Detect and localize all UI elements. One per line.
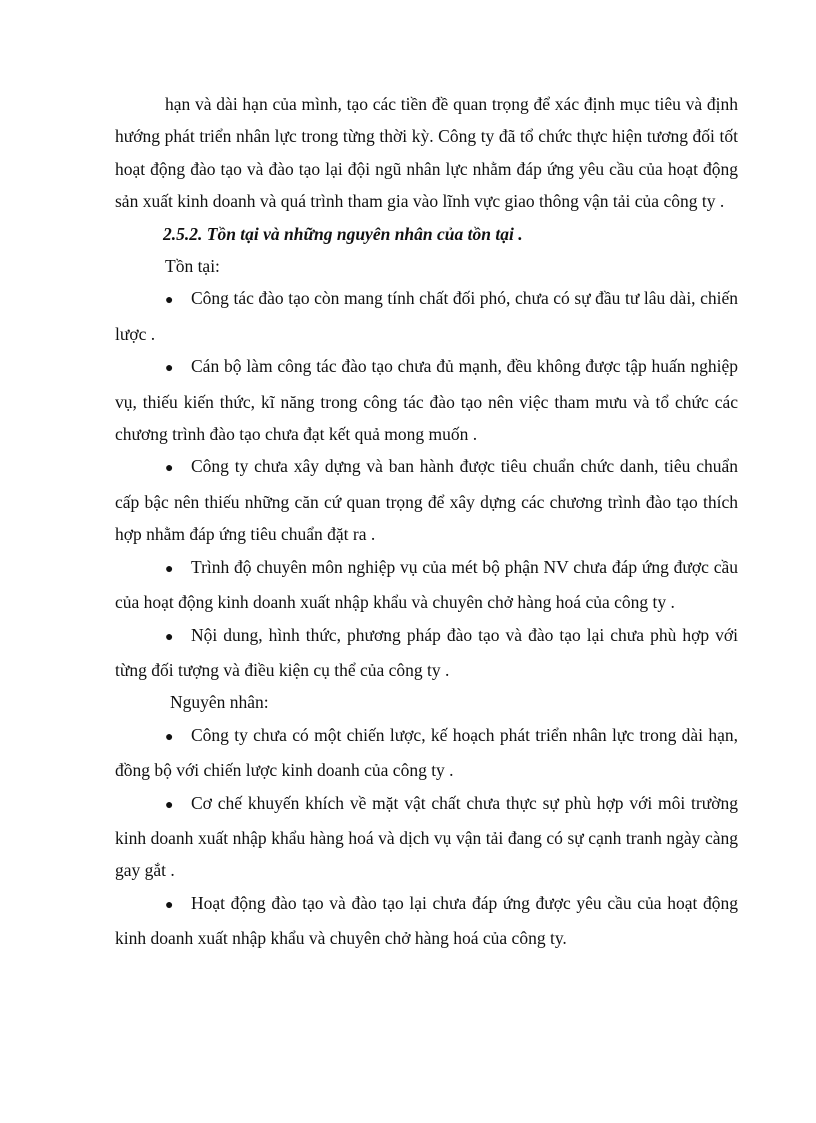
list-item: [115, 350, 738, 450]
intro-paragraph: hạn và dài hạn của mình, tạo các tiền đề quan trọng để xác định mục tiêu và định hướng phát triển nhân lực trong từng thời kỳ. Công ty đã tổ chức thực hiện tương đối tốt hoạt động đào tạo và đào tạo lại đội ngũ nhân lực nhằm đáp ứng yêu cầu của hoạt động sản xuất kinh doanh và quá trình tham gia vào lĩnh vực giao thông vận tải của công ty .: [115, 94, 738, 212]
bullet-icon: ●: [165, 729, 174, 745]
list-item-text: Nội dung, hình thức, phương pháp đào tạo và đào tạo lại chưa phù hợp với từng đối tượng và điều kiện cụ thể của công ty .: [115, 624, 738, 680]
list-item-text: Công ty chưa có một chiến lược, kế hoạch phát triển nhân lực trong dài hạn, đồng bộ với chiến lược kinh doanh của công ty .: [115, 724, 738, 781]
bullet-icon: ●: [165, 461, 174, 477]
list-item-text: Cán bộ làm công tác đào tạo chưa đủ mạnh, đều không được tập huấn nghiệp vụ, thiếu kiến thức, kĩ năng trong công tác đào tạo nên việc tham mưu và tổ chức các chương trình đào tạo chưa đạt kết quả mong muốn .: [115, 356, 738, 445]
ton-tai-label: Tồn tại:: [165, 256, 220, 277]
bullet-icon: ●: [165, 797, 174, 813]
list-item: [115, 551, 738, 619]
bullet-icon: ●: [165, 361, 174, 377]
list-item-text: Trình độ chuyên môn nghiệp vụ của mét bộ phận NV chưa đáp ứng được cầu của hoạt động kinh doanh xuất nhập khẩu và chuyên chở hàng hoá của công ty .: [115, 556, 738, 613]
list-item-text: Công ty chưa xây dựng và ban hành được tiêu chuẩn chức danh, tiêu chuẩn cấp bậc nên thiếu những căn cứ quan trọng để xây dựng các chương trình đào tạo thích hợp nhằm đáp ứng tiêu chuẩn đặt ra .: [115, 456, 738, 545]
bullet-icon: ●: [165, 897, 174, 913]
list-item: [115, 787, 738, 887]
list-item-text: Hoạt động đào tạo và đào tạo lại chưa đáp ứng được yêu cầu của hoạt động kinh doanh xuất nhập khẩu và chuyên chở hàng hoá của công ty.: [115, 892, 738, 949]
list-item: [115, 719, 738, 787]
list-item-text: Công tác đào tạo còn mang tính chất đối phó, chưa có sự đầu tư lâu dài, chiến lược .: [115, 288, 738, 344]
bullet-icon: ●: [165, 561, 174, 577]
list-item: [115, 619, 738, 687]
bullet-icon: ●: [165, 293, 174, 309]
nguyen-nhan-label: Nguyên nhân:: [170, 692, 269, 713]
list-item: [115, 450, 738, 550]
list-item: [115, 887, 738, 955]
section-heading: 2.5.2. Tồn tại và những nguyên nhân của tồn tại .: [163, 223, 523, 244]
bullet-icon: ●: [165, 629, 174, 645]
list-item: [115, 282, 738, 350]
list-item-text: Cơ chế khuyến khích về mặt vật chất chưa thực sự phù hợp với môi trường kinh doanh xuất nhập khẩu hàng hoá và dịch vụ vận tải đang có sự cạnh tranh ngày càng gay gắt .: [115, 792, 738, 881]
